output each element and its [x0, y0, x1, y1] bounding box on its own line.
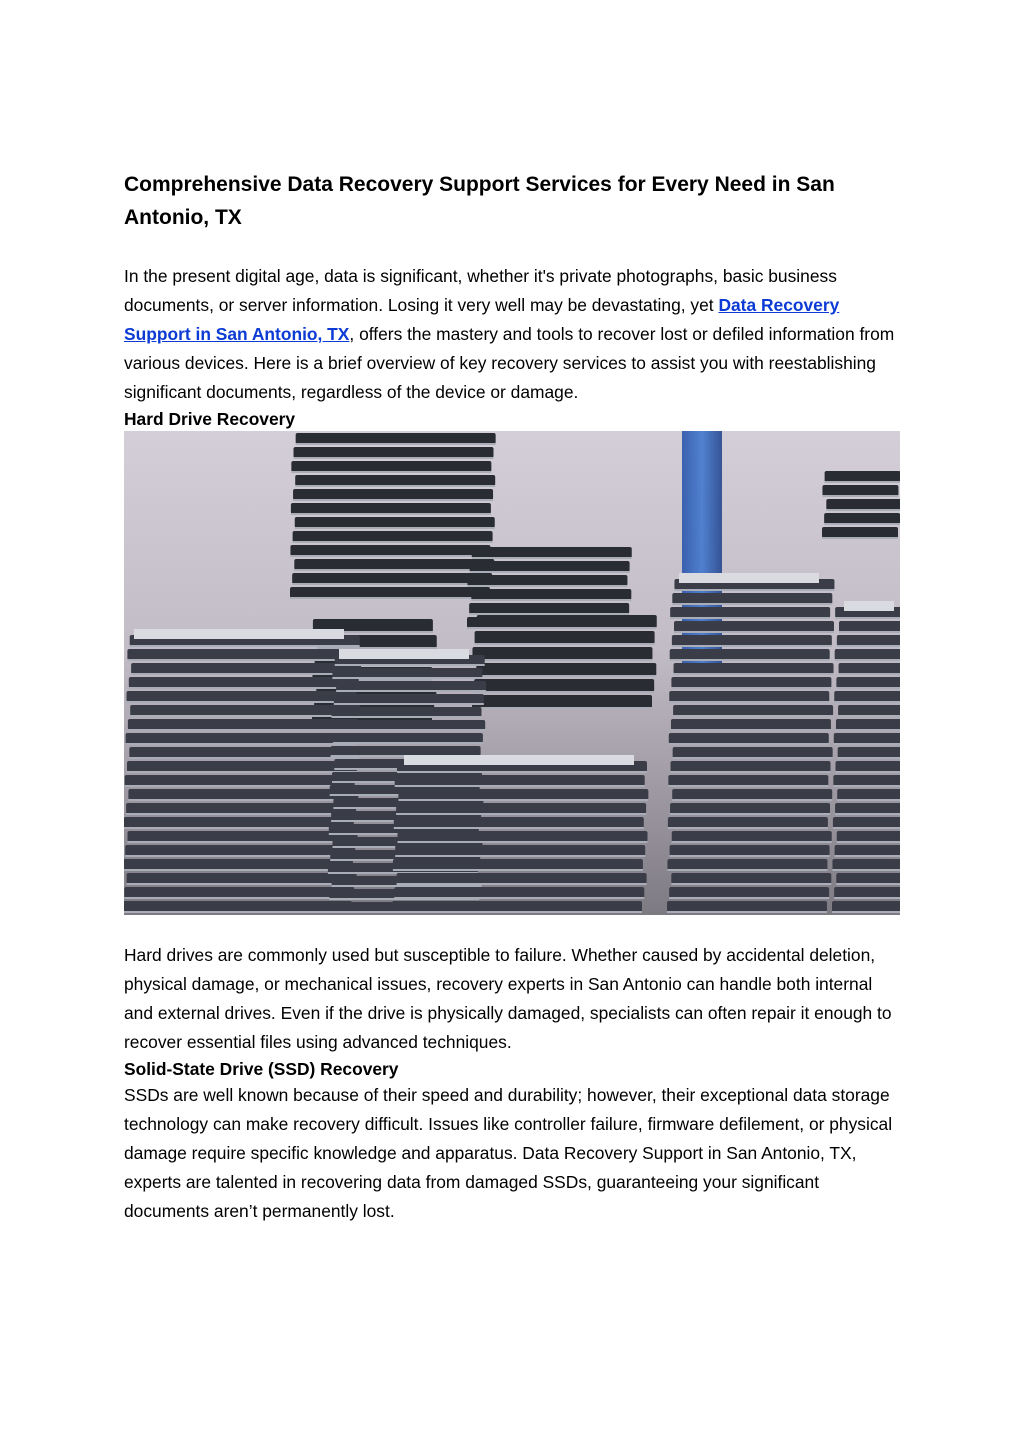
hard-drives-photo	[124, 431, 900, 915]
hard-drive-paragraph: Hard drives are commonly used but susceptible to failure. Whether caused by accidental deletion, physical damage, or mechanical issues, recovery experts in San Antonio can handle both internal and external drives. Even if the drive is physically damaged, specialists can often repair it enough to recover essential files using advanced techniques.	[124, 945, 892, 1052]
document-page	[124, 168, 900, 1226]
section-heading-ssd: Solid-State Drive (SSD) Recovery	[124, 1059, 399, 1079]
section-heading-hard-drive: Hard Drive Recovery	[124, 409, 296, 429]
intro-text-start: In the present digital age, data is significant, whether it's private photographs, basic business documents, or server information. Losing it very well may be devastating, yet	[124, 266, 837, 315]
hard-drives-illustration	[124, 431, 900, 915]
data-recovery-link[interactable]: Data Recovery Support in San Antonio, TX	[124, 295, 840, 344]
article-title: Comprehensive Data Recovery Support Services for Every Need in San Antonio, TX	[124, 173, 835, 229]
intro-paragraph	[124, 262, 900, 407]
intro-text-end: , offers the mastery and tools to recover lost or defiled information from various devices. Here is a brief overview of key recovery services to assist you with reestablishing significant documents, regardless of the device or damage.	[124, 324, 895, 402]
ssd-paragraph: SSDs are well known because of their speed and durability; however, their exceptional data storage technology can make recovery difficult. Issues like controller failure, firmware defilement, or physical damage require specific knowledge and apparatus. Data Recovery Support in San Antonio, TX, experts are talented in recovering data from damaged SSDs, guaranteeing your significant documents aren’t permanently lost.	[124, 1085, 893, 1221]
